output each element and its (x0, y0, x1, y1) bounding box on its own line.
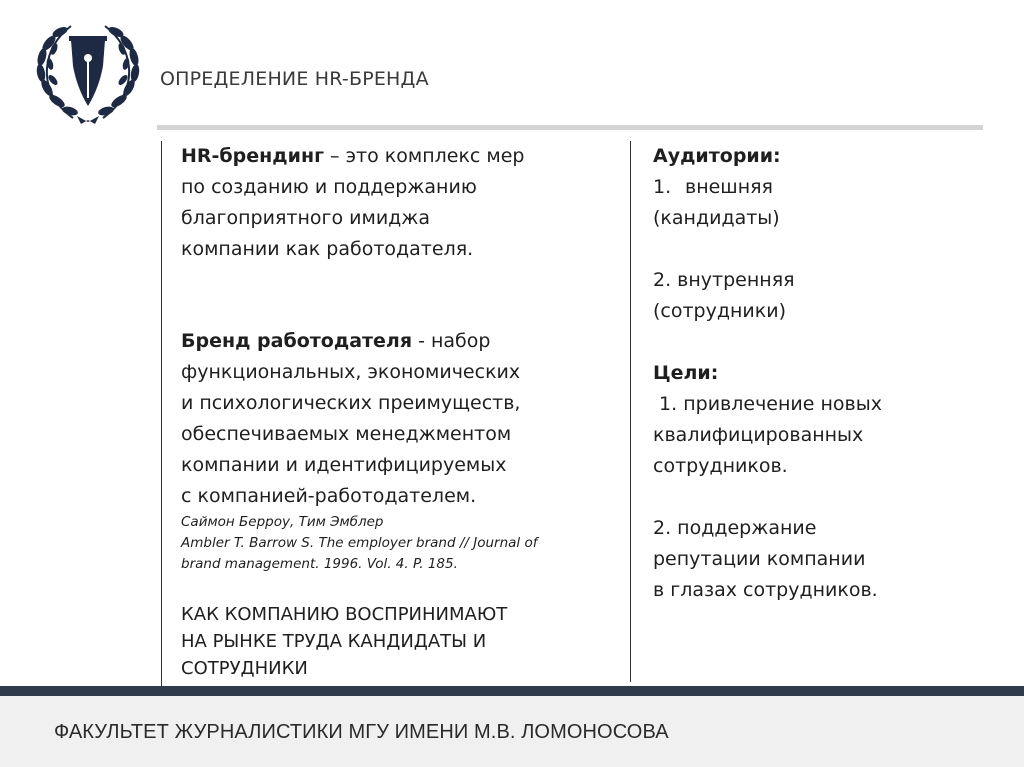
goal-line: сотрудников. (653, 455, 788, 477)
definition-text: с компанией-работодателем. (181, 485, 477, 507)
audiences-goals-column (653, 141, 973, 606)
employer-brand-definition (181, 326, 611, 512)
definition-text: по созданию и поддержанию (181, 176, 477, 198)
definition-text: - набор (412, 330, 491, 352)
definition-term: Бренд работодателя (181, 330, 413, 352)
definition-text: благоприятного имиджа (181, 207, 431, 229)
audience-item (653, 172, 973, 203)
definition-text: и психологических преимуществ, (181, 392, 521, 414)
definition-text: компании и идентифицируемых (181, 454, 507, 476)
audience-detail: (кандидаты) (653, 207, 780, 229)
goal-line: квалифицированных (653, 424, 864, 446)
definition-term: HR-брендинг (181, 145, 325, 167)
right-column-divider (630, 141, 631, 682)
footer-accent-bar (0, 686, 1024, 696)
left-column-divider (161, 141, 162, 686)
slide-title: ОПРЕДЕЛЕНИЕ HR-БРЕНДА (160, 68, 429, 90)
goals-heading: Цели: (653, 362, 719, 384)
citation-line: brand management. 1996. Vol. 4. P. 185. (181, 556, 458, 572)
citation (181, 512, 611, 575)
audience-label: 2. внутренняя (653, 269, 795, 291)
definitions-column (181, 141, 611, 682)
footer-faculty-name: ФАКУЛЬТЕТ ЖУРНАЛИСТИКИ МГУ ИМЕНИ М.В. ЛОМОНОСОВА (54, 721, 669, 743)
hr-branding-definition (181, 141, 611, 326)
goal-line: 2. поддержание (653, 517, 817, 539)
audience-label: внешняя (685, 176, 773, 198)
title-divider (157, 125, 983, 130)
definition-text: – это комплекс мер (324, 145, 525, 167)
goal-line: 1. привлечение новых (653, 393, 882, 415)
definition-text: компании как работодателя. (181, 238, 474, 260)
citation-line: Ambler T. Barrow S. The employer brand // Journal of (181, 535, 538, 551)
citation-line: Саймон Берроу, Тим Эмблер (181, 514, 384, 530)
definition-text: обеспечиваемых менеджментом (181, 423, 512, 445)
audience-number: 1. (653, 176, 672, 198)
caps-line: НА РЫНКЕ ТРУДА КАНДИДАТЫ И (181, 631, 487, 652)
caps-summary (181, 601, 611, 682)
audience-detail: (сотрудники) (653, 300, 786, 322)
audiences-heading: Аудитории: (653, 145, 781, 167)
definition-text: функциональных, экономических (181, 361, 521, 383)
goal-line: репутации компании (653, 548, 866, 570)
goal-line: в глазах сотрудников. (653, 579, 878, 601)
laurel-wreath-pen-nib-icon (33, 18, 143, 128)
caps-line: КАК КОМПАНИЮ ВОСПРИНИМАЮТ (181, 604, 508, 625)
caps-line: СОТРУДНИКИ (181, 658, 308, 679)
